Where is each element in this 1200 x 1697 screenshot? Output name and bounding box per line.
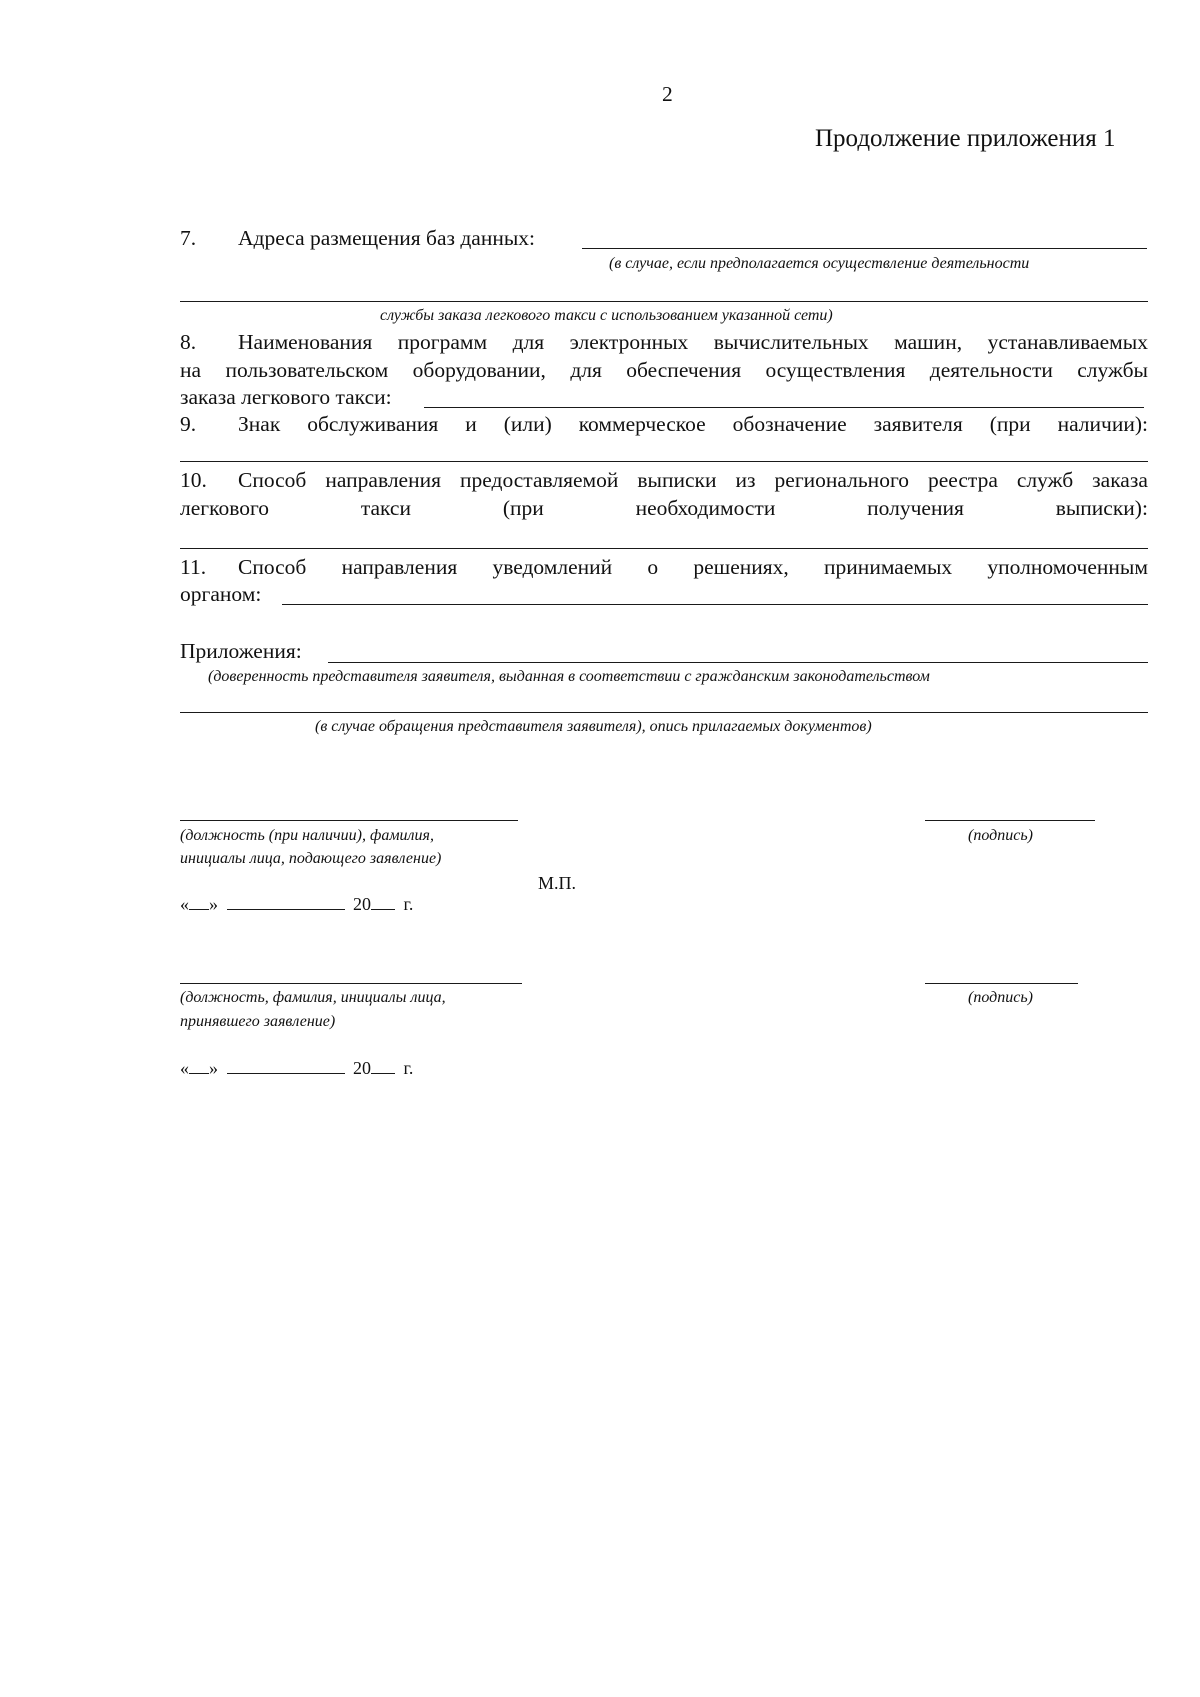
word: реестра xyxy=(928,468,998,492)
word: на xyxy=(180,358,202,382)
quote-close: » xyxy=(209,894,218,914)
attachments-input-line[interactable] xyxy=(328,662,1148,663)
attachments-label: Приложения: xyxy=(180,639,302,663)
item11-input-line[interactable] xyxy=(282,604,1148,605)
word: заявителя xyxy=(873,412,963,436)
word: деятельности xyxy=(929,358,1053,382)
word: службы xyxy=(1077,358,1148,382)
receiver-signature-line[interactable] xyxy=(925,983,1078,984)
word: служб xyxy=(1016,468,1074,492)
word: необходимости xyxy=(635,496,776,520)
word: из xyxy=(735,468,756,492)
year-field[interactable] xyxy=(371,893,395,910)
item9-number: 9. xyxy=(180,412,197,436)
word: и xyxy=(465,412,477,436)
word: такси xyxy=(360,496,411,520)
year-suffix: г. xyxy=(403,894,414,914)
receiver-date xyxy=(180,1057,413,1079)
word: направления xyxy=(341,555,458,579)
word: Наименования xyxy=(238,330,373,354)
item8-line-2 xyxy=(180,356,1148,384)
word: обеспечения xyxy=(626,358,742,382)
receiver-name-line[interactable] xyxy=(180,983,522,984)
item8-input-line[interactable] xyxy=(424,407,1144,408)
word: для xyxy=(570,358,602,382)
word: принимаемых xyxy=(824,555,953,579)
month-field[interactable] xyxy=(227,1057,345,1074)
receiver-caption-2: принявшего заявление) xyxy=(180,1013,336,1030)
item11-line-2: органом: xyxy=(180,582,262,606)
item8-line-1 xyxy=(238,328,1148,356)
item7-number: 7. xyxy=(180,226,197,250)
item8-number: 8. xyxy=(180,330,197,354)
day-field[interactable] xyxy=(189,1057,209,1074)
word: осуществления xyxy=(765,358,906,382)
word: оборудовании, xyxy=(412,358,546,382)
word: предоставляемой xyxy=(460,468,619,492)
item11-line-1 xyxy=(238,553,1148,581)
word: устанавливаемых xyxy=(987,330,1148,354)
item10-input-line[interactable] xyxy=(180,548,1148,549)
quote-open: « xyxy=(180,894,189,914)
word: направления xyxy=(325,468,441,492)
word: машин, xyxy=(894,330,963,354)
year-suffix: г. xyxy=(403,1058,414,1078)
word: о xyxy=(647,555,659,579)
item10-number: 10. xyxy=(180,468,207,492)
word: уполномоченным xyxy=(987,555,1148,579)
word: программ xyxy=(397,330,488,354)
item7-input-line[interactable] xyxy=(582,248,1147,249)
stamp-label: М.П. xyxy=(538,873,577,893)
year-field[interactable] xyxy=(371,1057,395,1074)
year-prefix: 20 xyxy=(353,894,371,914)
word: для xyxy=(512,330,545,354)
word: (при xyxy=(502,496,544,520)
word: выписки xyxy=(637,468,717,492)
year-prefix: 20 xyxy=(353,1058,371,1078)
quote-open: « xyxy=(180,1058,189,1078)
quote-close: » xyxy=(209,1058,218,1078)
continuation-heading: Продолжение приложения 1 xyxy=(815,125,1116,152)
item7-input-line-2[interactable] xyxy=(180,301,1148,302)
word: обслуживания xyxy=(307,412,439,436)
item10-line-2 xyxy=(180,494,1148,522)
item8-line-3: заказа легкового такси: xyxy=(180,385,392,409)
word: регионального xyxy=(774,468,909,492)
word: выписки): xyxy=(1055,496,1148,520)
word: решениях, xyxy=(693,555,789,579)
item11-number: 11. xyxy=(180,555,207,579)
word: (при xyxy=(989,412,1031,436)
applicant-caption-2: инициалы лица, подающего заявление) xyxy=(180,850,442,867)
page-number: 2 xyxy=(662,82,673,106)
attachments-hint-2: (в случае обращения представителя заявителя), опись прилагаемых документов) xyxy=(315,718,872,735)
receiver-signature-caption: (подпись) xyxy=(968,989,1033,1006)
word: Знак xyxy=(238,412,281,436)
word: вычислительных xyxy=(713,330,869,354)
item9-input-line[interactable] xyxy=(180,461,1148,462)
item7-label: Адреса размещения баз данных: xyxy=(238,226,536,250)
applicant-signature-caption: (подпись) xyxy=(968,827,1033,844)
day-field[interactable] xyxy=(189,893,209,910)
word: электронных xyxy=(569,330,689,354)
month-field[interactable] xyxy=(227,893,345,910)
word: обозначение xyxy=(732,412,847,436)
word: Способ xyxy=(238,555,307,579)
receiver-caption-1: (должность, фамилия, инициалы лица, xyxy=(180,989,446,1006)
word: наличии): xyxy=(1057,412,1148,436)
word: пользовательском xyxy=(225,358,389,382)
applicant-date xyxy=(180,893,413,915)
word: легкового xyxy=(180,496,269,520)
applicant-caption-1: (должность (при наличии), фамилия, xyxy=(180,827,434,844)
word: коммерческое xyxy=(578,412,706,436)
word: Способ xyxy=(238,468,307,492)
word: уведомлений xyxy=(492,555,613,579)
applicant-signature-line[interactable] xyxy=(925,820,1095,821)
item7-hint-1: (в случае, если предполагается осуществление деятельности xyxy=(609,255,1030,272)
word: получения xyxy=(867,496,964,520)
item10-line-1 xyxy=(238,466,1148,494)
item9-line xyxy=(238,410,1148,438)
item7-hint-2: службы заказа легкового такси с использованием указанной сети) xyxy=(380,307,833,324)
word: (или) xyxy=(503,412,552,436)
word: заказа xyxy=(1092,468,1148,492)
applicant-name-line[interactable] xyxy=(180,820,518,821)
attachments-hint-1: (доверенность представителя заявителя, выданная в соответствии с гражданским законодательством xyxy=(208,668,930,685)
attachments-input-line-2[interactable] xyxy=(180,712,1148,713)
